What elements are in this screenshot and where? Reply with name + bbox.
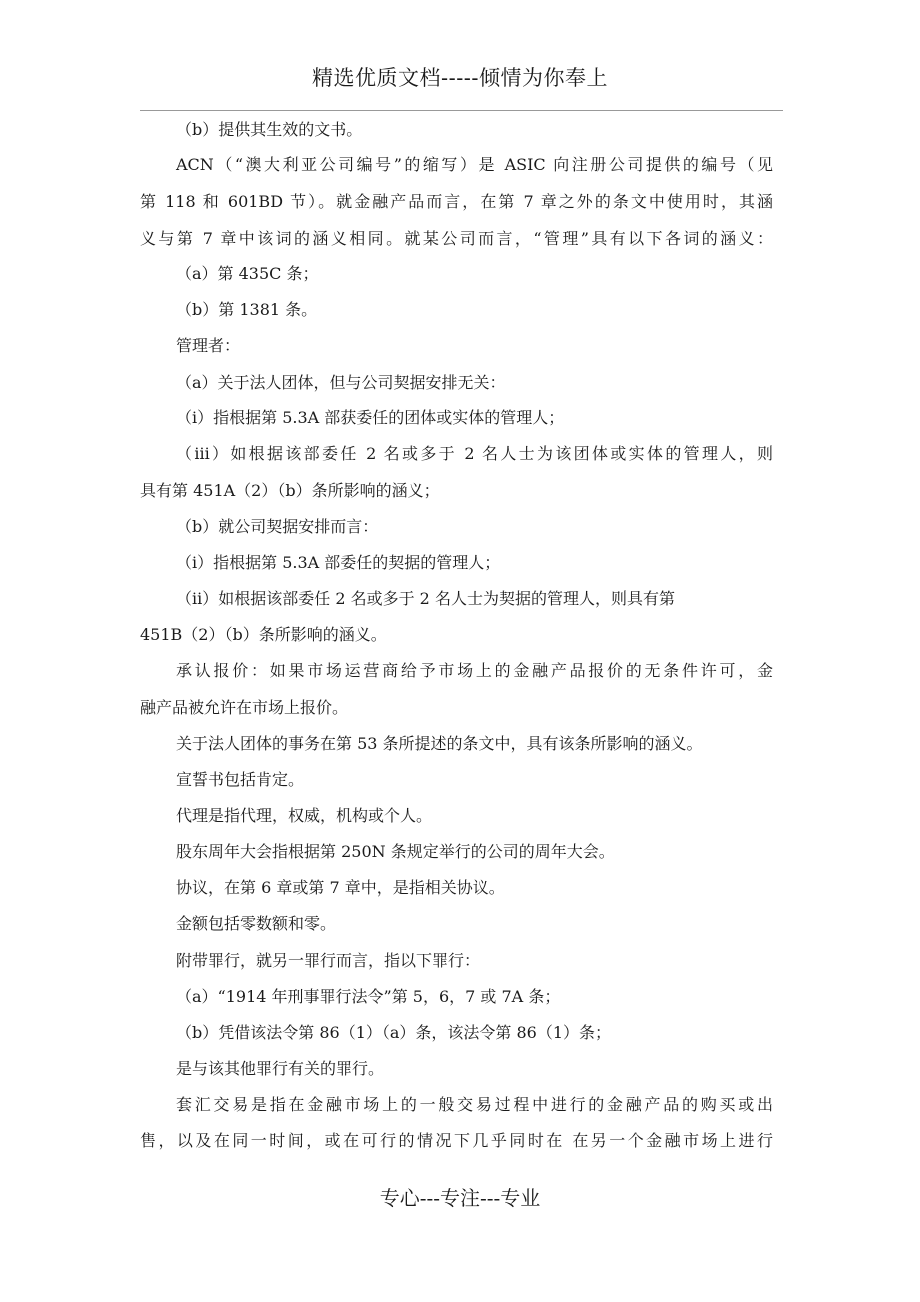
text-line: （i）指根据第 5.3A 部委任的契据的管理人； <box>176 553 501 572</box>
text-line: 代理是指代理，权威，机构或个人。 <box>176 806 433 825</box>
text-line: （a）第 435C 条； <box>176 264 319 283</box>
page-footer-text: 专心---专注---专业 <box>379 1186 541 1210</box>
text-line: 451B（2）（b）条所影响的涵义。 <box>140 625 387 644</box>
text-line: 具有第 451A（2）（b）条所影响的涵义； <box>140 481 440 500</box>
text-line: 承认报价：如果市场运营商给予市场上的金融产品报价的无条件许可，金 <box>176 661 773 680</box>
text-line: 义与第 7 章中该词的涵义相同。就某公司而言，“管理”具有以下各词的涵义： <box>140 229 773 248</box>
header-divider <box>140 110 783 111</box>
text-line: （a）“1914 年刑事罪行法令”第 5，6，7 或 7A 条； <box>176 987 561 1006</box>
text-line: （b）提供其生效的文书。 <box>176 120 363 139</box>
text-line: 关于法人团体的事务在第 53 条所提述的条文中，具有该条所影响的涵义。 <box>176 734 703 753</box>
text-line: 股东周年大会指根据第 250N 条规定举行的公司的周年大会。 <box>176 842 615 861</box>
page-header-title: 精选优质文档-----倾情为你奉上 <box>312 66 608 90</box>
text-line: 套汇交易是指在金融市场上的一般交易过程中进行的金融产品的购买或出 <box>176 1095 773 1114</box>
text-line: ACN（“澳大利亚公司编号”的缩写）是 ASIC 向注册公司提供的编号（见 <box>176 155 773 174</box>
text-line: （b）就公司契据安排而言： <box>176 517 379 536</box>
text-line: 第 118 和 601BD 节）。就金融产品而言，在第 7 章之外的条文中使用时，其涵 <box>140 192 773 211</box>
text-line: 管理者： <box>176 336 241 355</box>
text-line: 宣誓书包括肯定。 <box>176 770 305 789</box>
text-line: 售，以及在同一时间，或在可行的情况下几乎同时在 在另一个金融市场上进行 <box>140 1131 773 1150</box>
text-line: 协议，在第 6 章或第 7 章中，是指相关协议。 <box>176 878 505 897</box>
text-line: （a）关于法人团体，但与公司契据安排无关： <box>176 373 506 392</box>
text-line: 金额包括零数额和零。 <box>176 914 337 933</box>
text-line: 附带罪行，就另一罪行而言，指以下罪行： <box>176 951 481 970</box>
text-line: （b）第 1381 条。 <box>176 300 318 319</box>
text-line: （b）凭借该法令第 86（1）（a）条，该法令第 86（1）条； <box>176 1023 612 1042</box>
text-line: 是与该其他罪行有关的罪行。 <box>176 1059 385 1078</box>
text-line: 融产品被允许在市场上报价。 <box>140 698 349 717</box>
text-line: （i）指根据第 5.3A 部获委任的团体或实体的管理人； <box>176 408 565 427</box>
text-line: （ii）如根据该部委任 2 名或多于 2 名人士为契据的管理人，则具有第 <box>176 589 675 608</box>
text-line: （iii）如根据该部委任 2 名或多于 2 名人士为该团体或实体的管理人，则 <box>176 444 773 463</box>
